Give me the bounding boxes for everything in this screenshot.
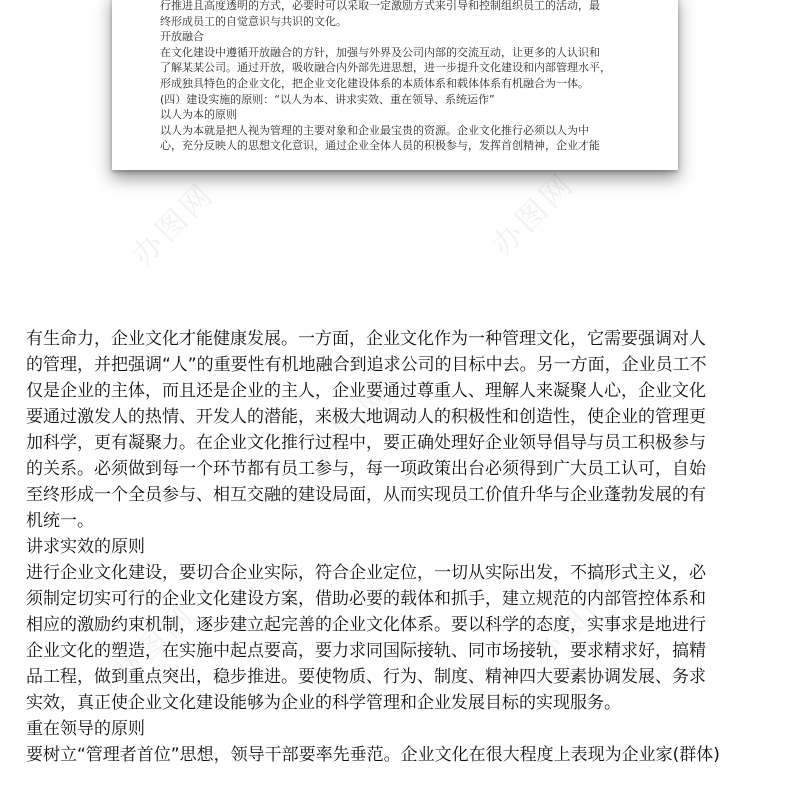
text-line: 加科学，更有凝聚力。在企业文化推行过程中，要正确处理好企业领导倡导与员工积极参与 <box>26 433 706 453</box>
watermark: 办图网 <box>525 576 622 673</box>
text-line: 至终形成一个全员参与、相互交融的建设局面，从而实现员工价值升华与企业蓬勃发展的有 <box>26 485 706 505</box>
text-line: 要树立“管理者首位”思想，领导干部要率先垂范。企业文化在很大程度上表现为企业家(群体) <box>26 745 720 765</box>
watermark: 办图网 <box>105 596 202 693</box>
text-line: 品工程，做到重点突出，稳步推进。要使物质、行为、制度、精神四大要素协调发展、务求 <box>26 667 706 687</box>
text-line: 形成独具特色的企业文化，把企业文化建设体系的本质体系和载体体系有机融合为一体。 <box>160 76 589 90</box>
text-line: 了解某某公司。通过开放，吸收融合内外部先进思想，进一步提升文化建设和内部管理水平， <box>160 61 611 75</box>
text-line: 要通过激发人的热情、开发人的潜能，来极大地调动人的积极性和创造性，使企业的管理更 <box>26 407 706 427</box>
text-line: 企业文化的塑造，在实施中起点要高，要力求同国际接轨、同市场接轨，要求精求好，搞精 <box>26 641 706 661</box>
text-line: 须制定切实可行的企业文化建设方案，借助必要的载体和抓手，建立规范的内部管控体系和 <box>26 589 706 609</box>
preview-text <box>160 0 660 154</box>
text-line: 心，充分反映人的思想文化意识，通过企业全体人员的积极参与，发挥首创精神，企业才能 <box>160 139 600 153</box>
watermark: 办图网 <box>305 376 402 473</box>
text-line: 在文化建设中遵循开放融合的方针，加强与外界及公司内部的交流互动，让更多的人认识和 <box>160 45 600 59</box>
text-line: (四）建设实施的原则：“以人为本、讲求实效、重在领导、系统运作” <box>160 92 495 106</box>
section-heading: 讲求实效的原则 <box>26 537 145 557</box>
text-line: 以人为本就是把人视为管理的主要对象和企业最宝贵的资源。企业文化推行必须以人为中 <box>160 123 589 137</box>
section-heading: 重在领导的原则 <box>26 719 145 739</box>
text-line: 机统一。 <box>26 511 94 531</box>
text-line: 以人为本的原则 <box>160 108 237 122</box>
text-line: 的关系。必须做到每一个环节都有员工参与，每一项政策出台必须得到广大员工认可，自始 <box>26 459 706 479</box>
watermark: 办图网 <box>125 176 222 273</box>
text-line: 进行企业文化建设，要切合企业实际，符合企业定位，一切从实际出发，不搞形式主义，必 <box>26 563 706 583</box>
text-line: 开放融合 <box>160 30 204 44</box>
document-preview-card <box>112 0 678 170</box>
main-document-text <box>26 326 786 768</box>
text-line: 终形成员工的自觉意识与共识的文化。 <box>160 14 347 28</box>
text-line: 相应的激励约束机制，逐步建立起完善的企业文化体系。要以科学的态度，实事求是地进行 <box>26 615 706 635</box>
text-line: 有生命力，企业文化才能健康发展。一方面，企业文化作为一种管理文化，它需要强调对人 <box>26 329 706 349</box>
text-line: 实效，真正使企业文化建设能够为企业的科学管理和企业发展目标的实现服务。 <box>26 693 621 713</box>
watermark: 办图网 <box>485 166 582 263</box>
text-line: 行推进且高度透明的方式，必要时可以采取一定激励方式来引导和控制组织员工的活动，最 <box>160 0 600 12</box>
text-line: 的管理，并把强调“人”的重要性有机地融合到追求公司的目标中去。另一方面，企业员工不 <box>26 355 707 375</box>
text-line: 仅是企业的主体，而且还是企业的主人，企业要通过尊重人、理解人来凝聚人心，企业文化 <box>26 381 706 401</box>
